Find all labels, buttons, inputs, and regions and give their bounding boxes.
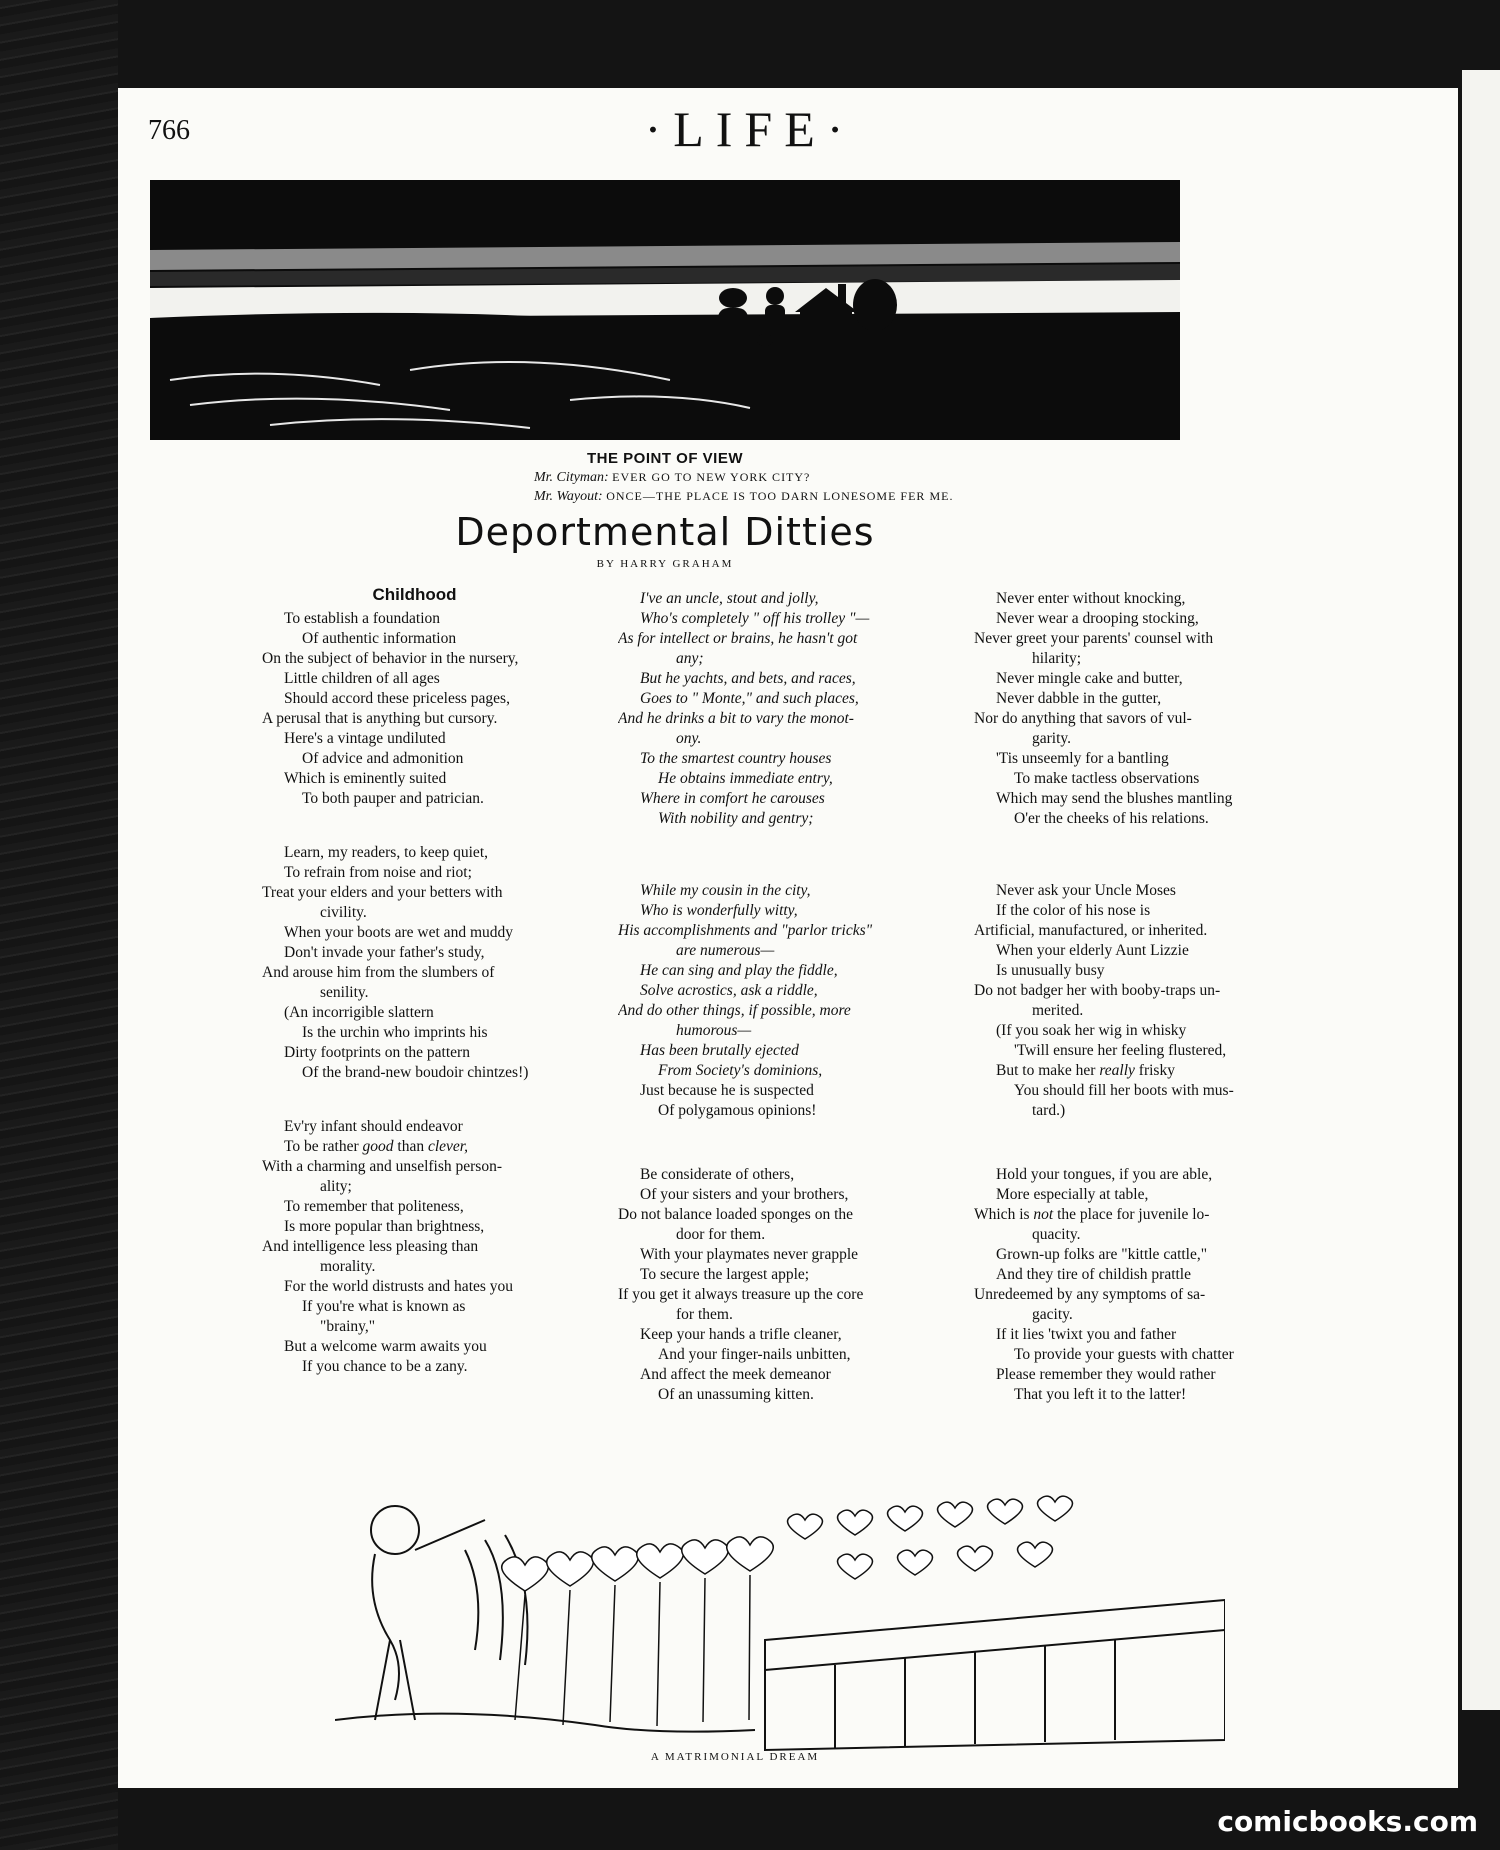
poem-column-3 [974, 585, 1279, 1439]
poem-line: If you're what is known as [302, 1298, 466, 1315]
bottom-cartoon-illustration [335, 1490, 1225, 1755]
poem-line: But he yachts, and bets, and races, [640, 670, 856, 687]
dialogue-text: EVER GO TO NEW YORK CITY? [612, 470, 811, 484]
poem-line: And they tire of childish prattle [996, 1266, 1191, 1283]
poem-line [974, 1061, 1279, 1081]
dialogue-speaker: Mr. Wayout: [534, 489, 603, 504]
top-cartoon-illustration [150, 180, 1180, 440]
poem-line: To make tactless observations [1014, 770, 1200, 787]
poem-line: Grown-up folks are "kittle cattle," [996, 1246, 1208, 1263]
emphasis-text: clever, [427, 1138, 468, 1155]
poem-line: hilarity; [1032, 650, 1082, 667]
poem-line: If you chance to be a zany. [302, 1358, 468, 1375]
poem-line: "brainy," [320, 1318, 376, 1335]
section-heading: Childhood [372, 585, 457, 604]
text-run: Which is [974, 1206, 1034, 1223]
poem-line: Is unusually busy [996, 962, 1105, 979]
top-cartoon-title: THE POINT OF VIEW [586, 450, 743, 467]
poem-line: any; [676, 650, 704, 667]
poem-line: To secure the largest apple; [640, 1266, 810, 1283]
poem-line: Here's a vintage undiluted [284, 730, 446, 747]
poem-line: 'Tis unseemly for a bantling [996, 750, 1169, 767]
poem-line: 'Twill ensure her feeling flustered, [1014, 1042, 1227, 1059]
poem-line: And do other things, if possible, more [618, 1002, 851, 1019]
poem-line: From Society's dominions, [658, 1062, 823, 1079]
poem-line: Please remember they would rather [996, 1366, 1216, 1383]
poem-line: Of an unassuming kitten. [658, 1386, 814, 1403]
poem-line: Learn, my readers, to keep quiet, [284, 844, 488, 861]
poem-line: If you get it always treasure up the core [618, 1286, 864, 1303]
poem-line: To refrain from noise and riot; [284, 864, 472, 881]
dialogue-text: ONCE—THE PLACE IS TOO DARN LONESOME FER ME. [606, 489, 954, 503]
poem-line: Solve acrostics, ask a riddle, [640, 982, 818, 999]
poem-line: On the subject of behavior in the nursery, [262, 650, 519, 667]
poem-line: gacity. [1032, 1306, 1073, 1323]
poem-line: Never ask your Uncle Moses [996, 882, 1176, 899]
poem-line: Which is eminently suited [284, 770, 447, 787]
poem-line: door for them. [676, 1226, 766, 1243]
poem-line: Which may send the blushes mantling [996, 790, 1233, 807]
poem-line: Little children of all ages [284, 670, 440, 687]
poem-line: If it lies 'twixt you and father [996, 1326, 1177, 1343]
poem-line: You should fill her boots with mus- [1014, 1082, 1234, 1099]
scan-background-left [0, 0, 118, 1850]
poem-line: And intelligence less pleasing than [262, 1238, 479, 1255]
poem-line: (An incorrigible slattern [284, 1004, 434, 1021]
poem-line: Don't invade your father's study, [284, 944, 485, 961]
text-run: To be rather [284, 1138, 363, 1155]
poem-line: are numerous— [676, 942, 775, 959]
poem-line: A perusal that is anything but cursory. [262, 710, 498, 727]
poem-line: I've an uncle, stout and jolly, [640, 590, 819, 607]
poem-line: Hold your tongues, if you are able, [996, 1166, 1213, 1183]
poem-line: Of polygamous opinions! [658, 1102, 817, 1119]
poem-line: Who is wonderfully witty, [640, 902, 798, 919]
poem-line: morality. [320, 1258, 376, 1275]
poem-line: For the world distrusts and hates you [284, 1278, 514, 1295]
poem-line: Do not badger her with booby-traps un- [974, 982, 1221, 999]
poem-line: tard.) [1032, 1102, 1066, 1119]
poem-line: More especially at table, [996, 1186, 1149, 1203]
poem-line: Is the urchin who imprints his [302, 1024, 488, 1041]
text-run: But to make her [996, 1062, 1100, 1079]
poem-line: Never enter without knocking, [996, 590, 1186, 607]
stanza [974, 589, 1279, 829]
poem-line: And arouse him from the slumbers of [262, 964, 495, 981]
poem-column-2 [618, 585, 923, 1439]
poem-line: O'er the cheeks of his relations. [1014, 810, 1209, 827]
poem-line: As for intellect or brains, he hasn't got [618, 630, 858, 647]
poem-line: To provide your guests with chatter [1014, 1346, 1234, 1363]
poem-line: Should accord these priceless pages, [284, 690, 510, 707]
poem-line: Just because he is suspected [640, 1082, 814, 1099]
poem-line: civility. [320, 904, 367, 921]
poem-line: ony. [676, 730, 702, 747]
poem-line: And your finger-nails unbitten, [658, 1346, 851, 1363]
poem-line: Who's completely " off his trolley "— [640, 610, 870, 627]
poem-line: Goes to " Monte," and such places, [640, 690, 859, 707]
poem-line: Of the brand-new boudoir chintzes!) [302, 1064, 529, 1081]
text-run: the place for juvenile lo- [1053, 1206, 1210, 1223]
poem-line: humorous— [676, 1022, 752, 1039]
text-run: frisky [1134, 1062, 1175, 1079]
poem-line [262, 1137, 567, 1157]
poem-line: Never dabble in the gutter, [996, 690, 1162, 707]
stanza [618, 1165, 923, 1405]
poem-line: Never wear a drooping stocking, [996, 610, 1199, 627]
poem-line: But a welcome warm awaits you [284, 1338, 487, 1355]
poem-line: Nor do anything that savors of vul- [974, 710, 1192, 727]
poem-line: He obtains immediate entry, [658, 770, 833, 787]
article-title: Deportmental Ditties [455, 510, 875, 554]
stanza [974, 881, 1279, 1121]
poem-line: merited. [1032, 1002, 1084, 1019]
page-number: 766 [148, 115, 190, 146]
masthead: ·LIFE· [644, 101, 856, 157]
poem-line: To both pauper and patrician. [302, 790, 484, 807]
poem-line: To the smartest country houses [640, 750, 832, 767]
poem-line: With nobility and gentry; [658, 810, 814, 827]
stanza [618, 589, 923, 829]
dialogue-line-2 [534, 487, 1094, 506]
poem-line: With your playmates never grapple [640, 1246, 859, 1263]
poem-line: Has been brutally ejected [640, 1042, 799, 1059]
poem-line: Keep your hands a trifle cleaner, [640, 1326, 842, 1343]
stanza [262, 609, 567, 809]
poem-line: senility. [320, 984, 369, 1001]
poem-line: And affect the meek demeanor [640, 1366, 831, 1383]
bottom-cartoon-caption: A MATRIMONIAL DREAM [650, 1751, 820, 1763]
poem-line: quacity. [1032, 1226, 1081, 1243]
poem-line: And he drinks a bit to vary the monot- [618, 710, 854, 727]
stanza [618, 881, 923, 1121]
next-page-edge [1462, 70, 1500, 1710]
poem-line: Is more popular than brightness, [284, 1218, 485, 1235]
poem-line: Never mingle cake and butter, [996, 670, 1183, 687]
poem-line: Of authentic information [302, 630, 457, 647]
poem-line: If the color of his nose is [996, 902, 1151, 919]
emphasis-text: not [1033, 1206, 1054, 1223]
poem-line: ality; [320, 1178, 352, 1195]
poem-line: He can sing and play the fiddle, [640, 962, 838, 979]
poem-line: Artificial, manufactured, or inherited. [974, 922, 1208, 939]
top-cartoon-dialogue [534, 468, 1094, 506]
stanza [262, 843, 567, 1083]
poem-line: Of advice and admonition [302, 750, 464, 767]
poem-line: Be considerate of others, [640, 1166, 795, 1183]
poem-line: With a charming and unselfish person- [262, 1158, 502, 1175]
watermark: comicbooks.com [1217, 1805, 1478, 1838]
poem-line: Treat your elders and your betters with [262, 884, 503, 901]
stanza [262, 1117, 567, 1377]
poem-line: for them. [676, 1306, 733, 1323]
emphasis-text: really [1099, 1062, 1135, 1079]
emphasis-text: good [362, 1138, 394, 1155]
poem-line: While my cousin in the city, [640, 882, 811, 899]
poem-line: Dirty footprints on the pattern [284, 1044, 470, 1061]
poem-line: garity. [1032, 730, 1072, 747]
poem-column-1 [262, 585, 567, 1411]
poem-line: When your boots are wet and muddy [284, 924, 513, 941]
text-run: than [393, 1138, 428, 1155]
poem-line: Ev'ry infant should endeavor [284, 1118, 463, 1135]
poem-line: (If you soak her wig in whisky [996, 1022, 1187, 1039]
article-byline: BY HARRY GRAHAM [596, 558, 734, 570]
poem-line: To remember that politeness, [284, 1198, 464, 1215]
dialogue-line-1 [534, 468, 1094, 487]
poem-line: That you left it to the latter! [1014, 1386, 1187, 1403]
poem-line: Never greet your parents' counsel with [974, 630, 1214, 647]
poem-line: Of your sisters and your brothers, [640, 1186, 849, 1203]
poem-line: To establish a foundation [284, 610, 441, 627]
stanza [974, 1165, 1279, 1405]
dialogue-speaker: Mr. Cityman: [534, 470, 609, 485]
poem-line: Do not balance loaded sponges on the [618, 1206, 854, 1223]
poem-line: When your elderly Aunt Lizzie [996, 942, 1189, 959]
poem-line: Where in comfort he carouses [640, 790, 825, 807]
poem-line: His accomplishments and "parlor tricks" [618, 922, 873, 939]
poem-line [974, 1205, 1279, 1225]
poem-line: Unredeemed by any symptoms of sa- [974, 1286, 1206, 1303]
